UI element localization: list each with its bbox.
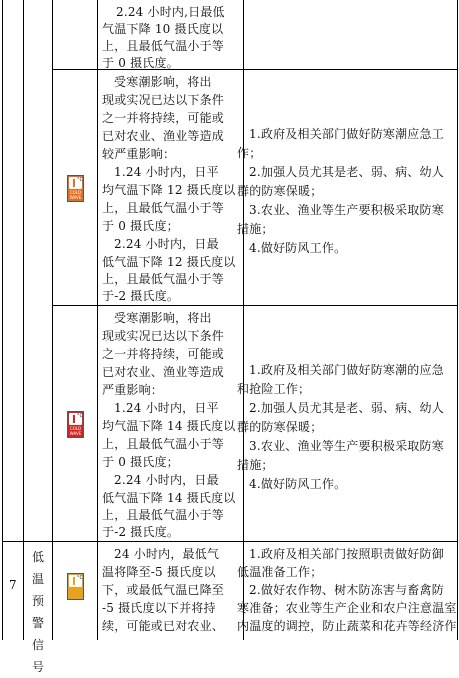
cold-wave-red-warning-icon: °C COLD WAVE [67,411,84,438]
top-row-standard-line: 气温下降 10 摄氏度以 [102,22,224,36]
signal-name-char: 低 [31,550,44,564]
top-row-standard-line: 2.24 小时内,日最低 [116,5,225,19]
signal-name-char: 号 [31,660,44,674]
signal-name-char: 温 [31,572,44,586]
orange-standard-line: 受寒潮影响，将出 [102,75,212,89]
top-row-standard-line: 于 0 摄氏度。 [102,56,179,70]
red-standard-line: 低气温下降 14 摄氏度以 [102,491,236,505]
red-guide-line: 措施； [237,458,274,472]
red-guide-line: 群的防寒保暖； [237,420,323,434]
signal-name-char: 预 [31,594,44,608]
orange-guide-line: 1.政府及相关部门做好防寒潮应急工 [237,127,444,141]
low-temp-standard-line: 续，可能或已对农业、 [102,619,225,633]
signal-name-char: 信 [31,638,44,652]
table-border-left [2,0,3,640]
red-standard-line: 之一并将持续，可能或 [102,347,225,361]
red-standard-line: 1.24 小时内，日平 [102,401,219,415]
low-temperature-yellow-warning-icon: °C [67,573,84,600]
table-border-right [457,0,458,640]
table-column-divider-3 [97,0,98,640]
orange-standard-line: 上，且最低气温小于等 [102,201,225,215]
orange-standard-line: 低气温下降 12 摄氏度以 [102,255,236,269]
icon-label: COLD WAVE [69,426,82,436]
signal-name-char: 警 [31,616,44,630]
icon-label: COLD WAVE [69,190,82,200]
orange-standard-line: 上，且最低气温小于等 [102,272,225,286]
red-standard-line: 均气温下降 14 摄氏度以 [102,419,236,433]
row-number: 7 [9,578,17,592]
red-standard-line: 现或实况已达以下条件 [102,329,225,343]
low-temp-guide-line: 低温准备工作； [237,565,323,579]
red-guide-line: 2.加强人员尤其是老、弱、病、幼人 [237,401,444,415]
red-standard-line: 于 0 摄氏度； [102,455,179,469]
table-column-divider-1 [23,0,24,640]
orange-standard-line: 已对农业、渔业等造成 [102,129,225,143]
table-column-divider-4 [243,0,244,640]
top-row-standard-line: 上，且最低气温小于等 [102,39,225,53]
orange-guide-line: 作； [237,146,262,160]
orange-standard-line: 均气温下降 12 摄氏度以 [102,183,236,197]
low-temp-guide-line: 内温度的调控，防止蔬菜和花卉等经济作 [237,619,457,633]
orange-standard-line: 于 0 摄氏度； [102,219,179,233]
red-standard-line: 受寒潮影响，将出 [102,311,212,325]
signal-name-column [31,546,45,678]
red-guide-line: 和抢险工作； [237,382,311,396]
red-standard-line: 严重影响： [102,383,164,397]
orange-guide-line: 群的防寒保暖； [237,184,323,198]
orange-guide-line: 3.农业、渔业等生产要积极采取防寒 [237,203,444,217]
orange-standard-line: 于-2 摄氏度。 [102,289,180,303]
low-temp-guide-line: 1.政府及相关部门按照职责做好防御 [237,547,444,561]
orange-guide-line: 4.做好防风工作。 [237,241,347,255]
red-guide-line: 1.政府及相关部门做好防寒潮的应急 [237,363,444,377]
orange-standard-line: 之一并将持续，可能或 [102,111,225,125]
low-temp-standard-line: 温将降至-5 摄氏度以 [102,565,216,579]
orange-standard-line: 较严重影响： [102,147,176,161]
cold-wave-orange-warning-icon: °C COLD WAVE [67,175,84,202]
red-standard-line: 于-2 摄氏度。 [102,525,180,539]
low-temp-standard-line: 下，或最低气温已降至 [102,583,225,597]
orange-standard-line: 1.24 小时内，日平 [102,165,219,179]
red-standard-line: 上，且最低气温小于等 [102,437,225,451]
table-column-divider-2 [52,0,53,640]
low-temp-guide-line: 2.做好农作物、树木防冻害与畜禽防 [237,583,444,597]
red-guide-line: 3.农业、渔业等生产要积极采取防寒 [237,439,444,453]
orange-standard-line: 现或实况已达以下条件 [102,93,225,107]
orange-guide-line: 措施； [237,222,274,236]
red-standard-line: 2.24 小时内，日最 [102,473,219,487]
low-temp-standard-line: 24 小时内，最低气 [102,547,220,561]
row-divider-3 [2,541,458,542]
orange-guide-line: 2.加强人员尤其是老、弱、病、幼人 [237,165,444,179]
low-temp-guide-line: 寒准备；农业等生产企业和农户注意温室 [237,601,457,615]
red-standard-line: 已对农业、渔业等造成 [102,365,225,379]
red-standard-line: 上，且最低气温小于等 [102,508,225,522]
low-temp-standard-line: -5 摄氏度以下并将持 [102,601,216,615]
red-guide-line: 4.做好防风工作。 [237,477,347,491]
orange-standard-line: 2.24 小时内，日最 [102,237,219,251]
